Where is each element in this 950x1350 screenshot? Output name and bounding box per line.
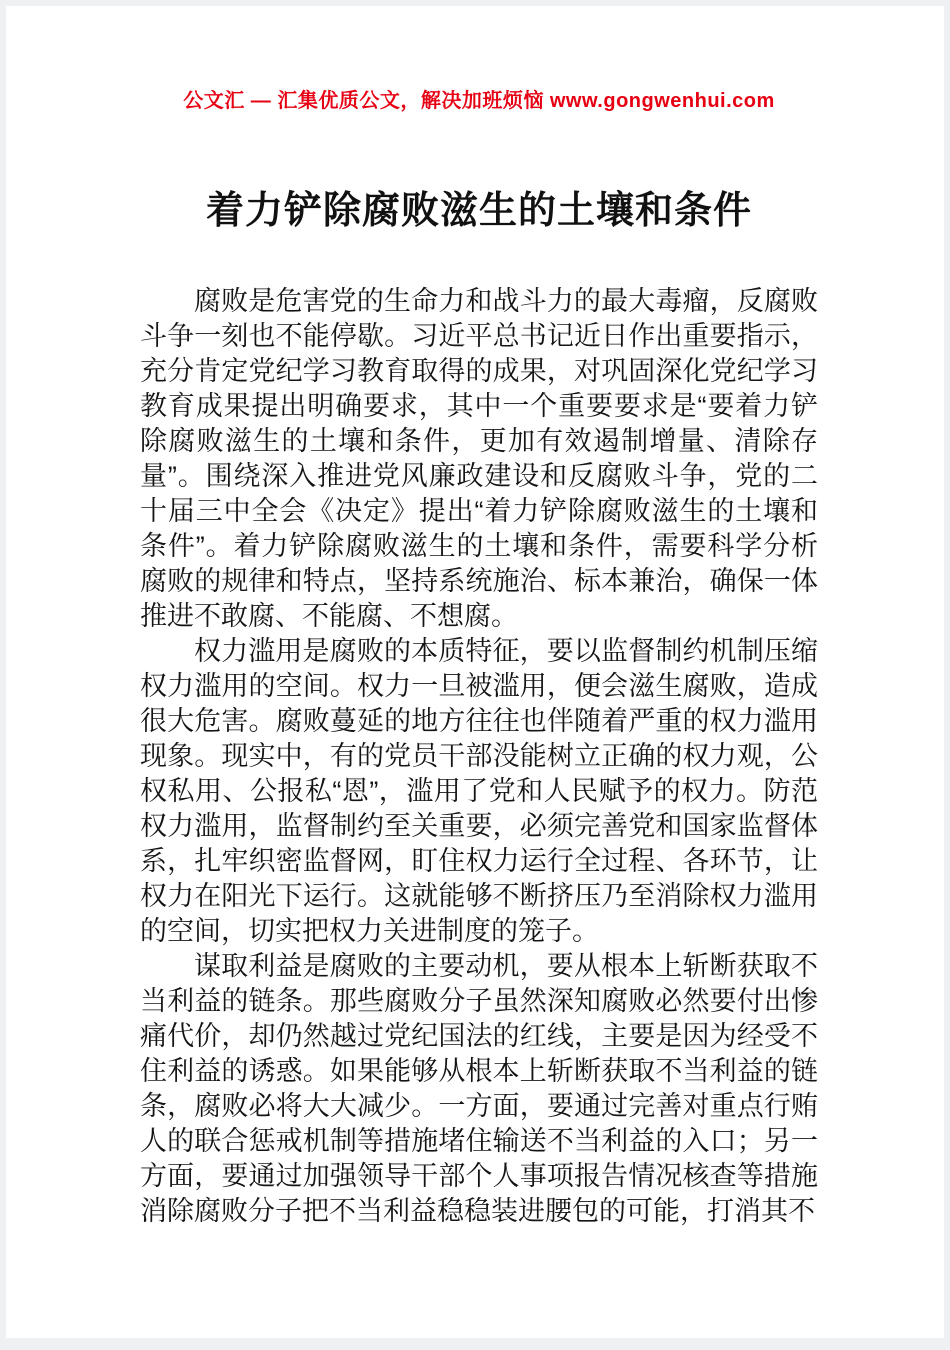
body-paragraph-2: 权力滥用是腐败的本质特征，要以监督制约机制压缩权力滥用的空间。权力一旦被滥用，便会滋生腐败，造成很大危害。腐败蔓延的地方往往也伴随着严重的权力滥用现象。现实中，有的党员干部没能树立正确的权力观，公权私用、公报私“恩”，滥用了党和人民赋予的权力。防范权力滥用，监督制约至关重要，必须完善党和国家监督体系，扎牢织密监督网，盯住权力运行全过程、各环节，让权力在阳光下运行。这就能够不断挤压乃至消除权力滥用的空间，切实把权力关进制度的笼子。 — [140, 636, 818, 946]
document-title: 着力铲除腐败滋生的土壤和条件 — [205, 190, 752, 232]
document-page — [6, 6, 944, 1338]
site-banner: 公文汇 — 汇集优质公文，解决加班烦恼 www.gongwenhui.com — [183, 90, 775, 112]
body-paragraph-1: 腐败是危害党的生命力和战斗力的最大毒瘤，反腐败斗争一刻也不能停歇。习近平总书记近日作出重要指示，充分肯定党纪学习教育取得的成果，对巩固深化党纪学习教育成果提出明确要求，其中一个重要要求是“要着力铲除腐败滋生的土壤和条件，更加有效遏制增量、清除存量”。围绕深入推进党风廉政建设和反腐败斗争，党的二十届三中全会《决定》提出“着力铲除腐败滋生的土壤和条件”。着力铲除腐败滋生的土壤和条件，需要科学分析腐败的规律和特点，坚持系统施治、标本兼治，确保一体推进不敢腐、不能腐、不想腐。 — [140, 286, 818, 631]
document-body — [140, 284, 818, 1229]
body-paragraph-3: 谋取利益是腐败的主要动机，要从根本上斩断获取不当利益的链条。那些腐败分子虽然深知腐败必然要付出惨痛代价，却仍然越过党纪国法的红线，主要是因为经受不住利益的诱惑。如果能够从根本上斩断获取不当利益的链条，腐败必将大大减少。一方面，要通过完善对重点行贿人的联合惩戒机制等措施堵住输送不当利益的入口；另一方面，要通过加强领导干部个人事项报告情况核查等措施消除腐败分子把不当利益稳稳装进腰包的可能，打消其不 — [140, 951, 818, 1226]
